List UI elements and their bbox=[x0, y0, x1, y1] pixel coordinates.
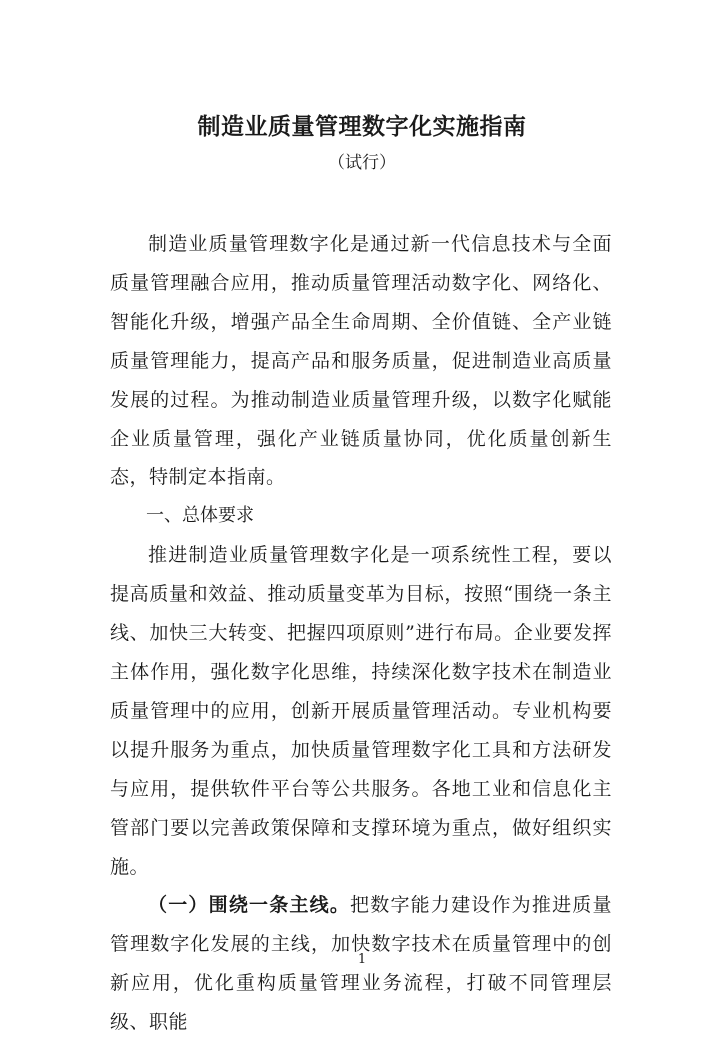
intro-paragraph: 制造业质量管理数字化是通过新一代信息技术与全面质量管理融合应用，推动质量管理活动数字化、网络化、智能化升级，增强产品全生命周期、全价值链、全产业链质量管理能力，提高产品和服务质量，促进制造业高质量发展的过程。为推动制造业质量管理升级，以数字化赋能企业质量管理，强化产业链质量协同，优化质量创新生态，特制定本指南。 bbox=[110, 233, 612, 489]
subsection-text: 把数字能力建设作为推进质量管理数字化发展的主线，加快数字技术在质量管理中的创新应用，优化重构质量管理业务流程，打破不同管理层级、职能 bbox=[110, 894, 612, 1034]
page-number: 1 bbox=[357, 952, 367, 967]
section-heading: 一、总体要求 bbox=[146, 505, 254, 527]
document-title: 制造业质量管理数字化实施指南 bbox=[197, 114, 527, 140]
subsection-lead: （一）围绕一条主线。 bbox=[148, 894, 351, 917]
section-paragraph: 推进制造业质量管理数字化是一项系统性工程，要以提高质量和效益、推动质量变革为目标，按照“围绕一条主线、加快三大转变、把握四项原则”进行布局。企业要发挥主体作用，强化数字化思维，持续深化数字技术在制造业质量管理中的应用，创新开展质量管理活动。专业机构要以提升服务为重点，加快质量管理数字化工具和方法研发与应用，提供软件平台等公共服务。各地工业和信息化主管部门要以完善政策保障和支撑环境为重点，做好组织实施。 bbox=[110, 544, 612, 878]
document-body bbox=[110, 225, 612, 1042]
document-subtitle: （试行） bbox=[328, 153, 396, 173]
